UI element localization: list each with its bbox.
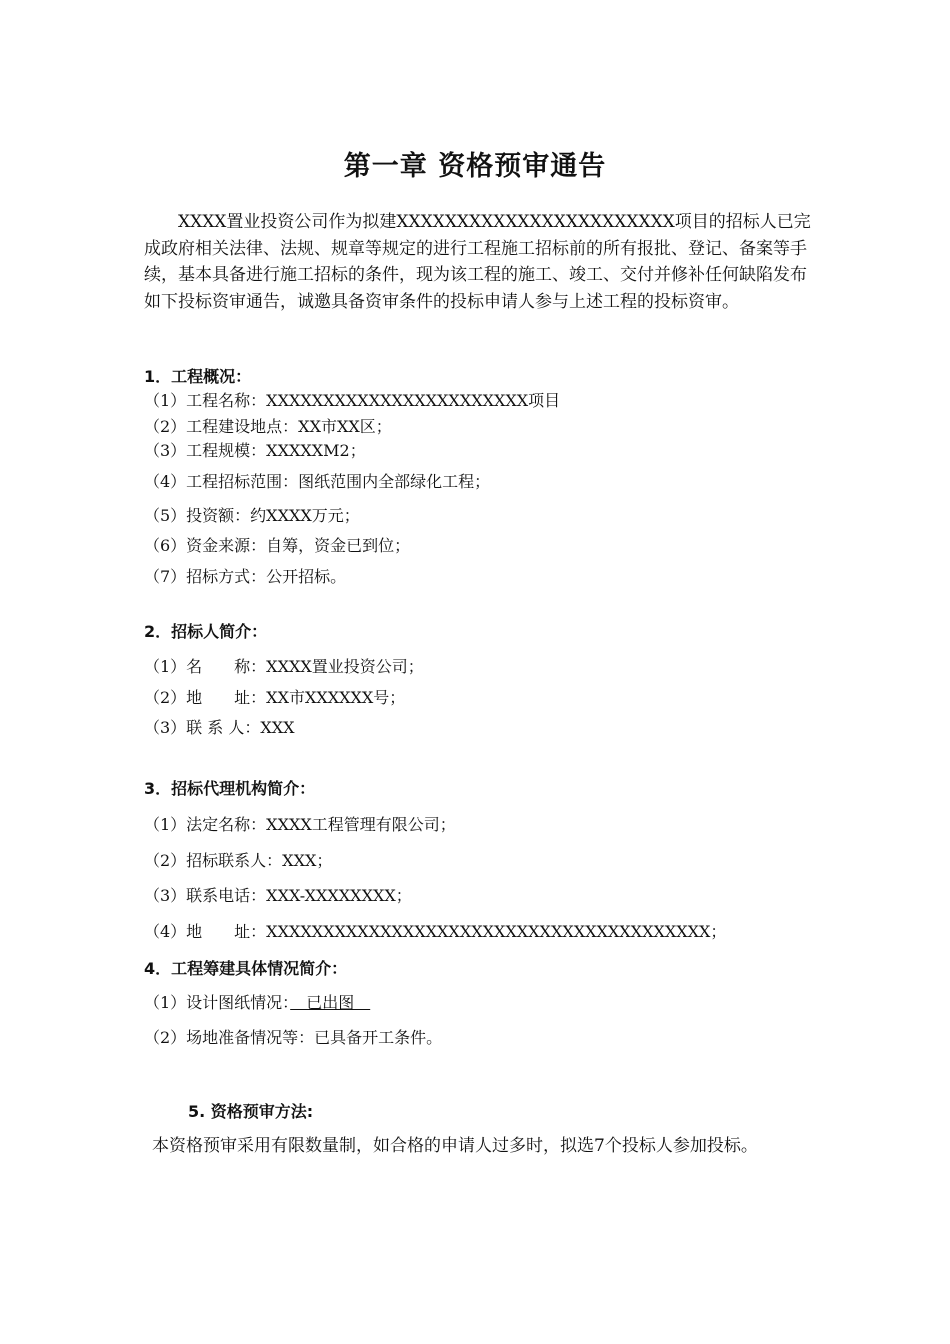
s1-item-5: （5）投资额：约XXXX万元； (144, 506, 360, 525)
s3-item-4: （4）地 址：XXXXXXXXXXXXXXXXXXXXXXXXXXXXXXXXXXXXXXX； (144, 922, 727, 941)
intro-paragraph: XXXX置业投资公司作为拟建XXXXXXXXXXXXXXXXXXXXXXX项目的招标人已完成政府相关法律、法规、规章等规定的进行工程施工招标前的所有报批、登记、备案等手续，基本具备进行施工招标的条件，现为该工程的施工、竣工、交付并修补任何缺陷发布如下投标资审通告，诚邀具备资审条件的投标申请人参与上述工程的投标资审。 (144, 212, 811, 312)
s1-item-1: （1）工程名称：XXXXXXXXXXXXXXXXXXXXXXX项目 (144, 391, 561, 410)
s4-item-2: （2）场地准备情况等：已具备开工条件。 (144, 1028, 443, 1047)
s1-item-7: （7）招标方式：公开招标。 (144, 567, 347, 586)
s2-item-1: （1）名 称：XXXX置业投资公司； (144, 657, 424, 676)
section-5-heading: 5. 资格预审方法: (188, 1102, 314, 1121)
s1-item-3: （3）工程规模：XXXXXM2； (144, 441, 366, 460)
s2-item-2: （2）地 址：XX市XXXXXX号； (144, 688, 406, 707)
s3-item-1: （1）法定名称：XXXX工程管理有限公司； (144, 815, 456, 834)
s2-item-3: （3）联 系 人：XXX (144, 718, 295, 737)
page-title: 第一章 资格预审通告 (343, 151, 607, 182)
section-5-paragraph: 本资格预审采用有限数量制，如合格的申请人过多时，拟选7个投标人参加投标。 (152, 1136, 758, 1156)
s3-item-2: （2）招标联系人：XXX； (144, 851, 333, 870)
section-4-heading: 4．工程筹建具体情况简介： (144, 959, 348, 978)
section-2-heading: 2．招标人简介： (144, 622, 268, 641)
s1-item-6: （6）资金来源：自筹，资金已到位； (144, 536, 411, 555)
s1-item-4: （4）工程招标范围：图纸范围内全部绿化工程； (144, 472, 491, 491)
s4-item-1 (144, 990, 370, 1013)
s4-item-1-label: （1）设计图纸情况： (144, 993, 291, 1012)
s1-item-2: （2）工程建设地点：XX市XX区； (144, 417, 392, 436)
drawing-status-value: 已出图 (290, 993, 371, 1012)
section-3-heading: 3．招标代理机构简介： (144, 779, 316, 798)
s3-item-3: （3）联系电话：XXX-XXXXXXXX； (144, 886, 412, 905)
section-1-heading: 1．工程概况： (144, 367, 252, 386)
